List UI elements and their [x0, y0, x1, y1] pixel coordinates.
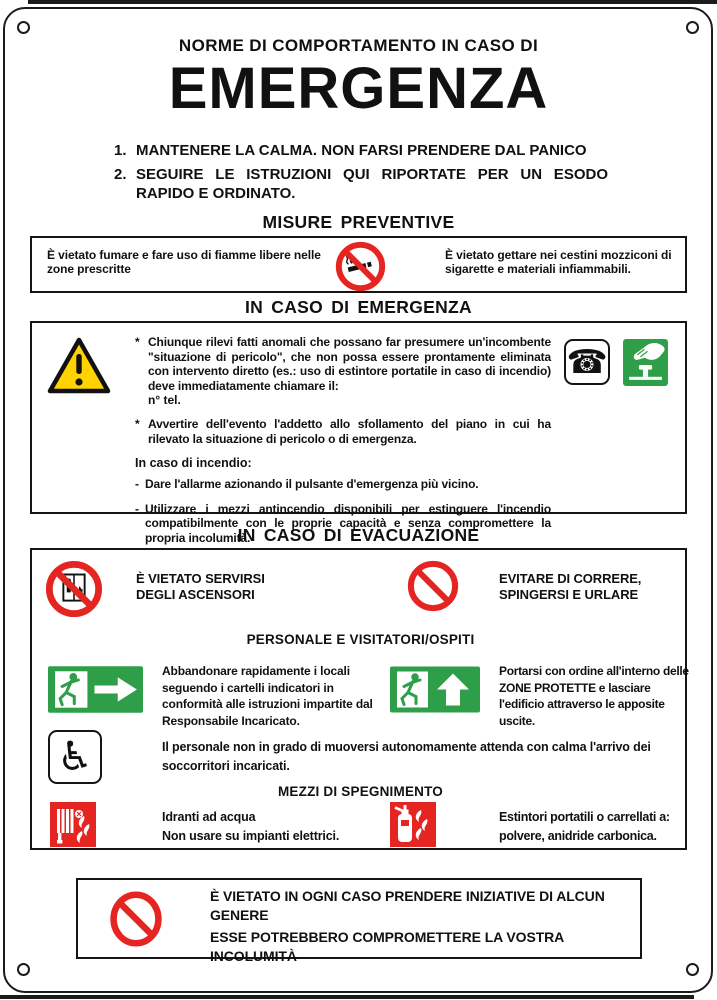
subheading-personale: PERSONALE E VISITATORI/OSPITI [246, 632, 475, 647]
misure-preventive-box [30, 236, 687, 293]
prohibition-icon [108, 891, 164, 947]
intro-item-1-number: 1. [114, 142, 127, 159]
intro-item-2-text: SEGUIRE LE ISTRUZIONI QUI RIPORTATE PER UN ESODO RAPIDO E ORDINATO. [136, 165, 608, 202]
exit-up-icon [390, 666, 480, 713]
no-running-text: EVITARE DI CORRERE, SPINGERSI E URLARE [499, 571, 642, 603]
intro-list [114, 142, 608, 208]
subheading-mezzi: MEZZI DI SPEGNIMENTO [277, 784, 443, 799]
footer-warning-line2: ESSE POTREBBERO COMPROMETTERE LA VOSTRA INCOLUMITÀ [210, 929, 564, 964]
no-smoking-icon [335, 241, 386, 292]
sign-title: EMERGENZA [168, 56, 549, 121]
telephone-icon: ☎ [564, 339, 610, 385]
extinguisher-text-line2: polvere, anidride carbonica. [499, 829, 657, 843]
intro-item-1-text: MANTENERE LA CALMA. NON FARSI PRENDERE DAL PANICO [136, 142, 587, 159]
exit-right-icon [48, 666, 143, 713]
section-heading-evacuazione: IN CASO DI EVACUAZIONE [237, 525, 480, 545]
no-elevator-text: È VIETATO SERVIRSI DEGLI ASCENSORI [136, 571, 265, 603]
no-elevator-icon [45, 560, 103, 618]
fire-item-1: - Dare l'allarme azionando il pulsante d'emergenza più vicino. [135, 477, 479, 491]
extinguisher-text-line1: Estintori portatili o carrellati a: [499, 810, 670, 824]
screw-hole-top-right [686, 21, 699, 34]
intro-item-2-number: 2. [114, 165, 127, 183]
screw-hole-bottom-right [686, 963, 699, 976]
intro-item-1 [114, 142, 608, 161]
emergenza-text-column [135, 335, 551, 545]
panel-top-edge [28, 0, 717, 4]
wheelchair-text: Il personale non in grado di muoversi autonomamente attenda con calma l'arrivo dei soccorritori incaricati. [162, 740, 651, 773]
hose-text-line1: Idranti ad acqua [162, 810, 256, 824]
warning-triangle-icon [47, 337, 111, 395]
emergenza-tel-line: n° tel. [148, 393, 181, 407]
screw-hole-top-left [17, 21, 30, 34]
emergenza-bullet-1: * Chiunque rilevi fatti anomali che possano far presumere un'incombente "situazione di pericolo", che non possa essere prontamente eliminata con intervento diretto (es.: uso di estintore portatile in caso di incendio) deve immediatamente chiamare il: [135, 335, 551, 393]
hose-text-line2: Non usare su impianti elettrici. [162, 829, 340, 843]
exit-up-text: Portarsi con ordine all'interno delle ZONE PROTETTE e lasciare l'edificio attraverso le apposite uscite. [499, 664, 689, 728]
no-running-icon [407, 560, 459, 612]
fire-item-2: - Utilizzare i mezzi antincendio disponibili per estinguere l'incendio compatibilmente con le proprie capacità e senza compromettere la propria incolumità. [135, 501, 551, 545]
wheelchair-icon: ♿ [48, 730, 102, 784]
fire-subheading: In caso di incendio: [135, 456, 252, 470]
footer-warning-text [210, 887, 625, 965]
screw-hole-bottom-left [17, 963, 30, 976]
footer-warning-box [76, 878, 642, 964]
section-heading-misure-preventive: MISURE PREVENTIVE [262, 212, 455, 232]
no-smoking-text: È vietato fumare e fare uso di fiamme libere nelle zone prescritte [47, 248, 321, 277]
intro-item-2 [114, 166, 608, 204]
extinguisher-text [499, 808, 699, 846]
emergenza-bullet-2: * Avvertire dell'evento l'addetto allo sfollamento del piano in cui ha rilevato la situazione di pericolo o di emergenza. [135, 417, 551, 446]
sign-kicker: NORME DI COMPORTAMENTO IN CASO DI [178, 36, 539, 55]
panel-bottom-edge [0, 995, 694, 999]
exit-right-text: Abbandonare rapidamente i locali seguendo i cartelli indicatori in conformità alle istruzioni impartite dal Responsabile Incaricato. [162, 664, 373, 728]
emergency-button-icon [623, 339, 668, 386]
fire-extinguisher-icon [390, 802, 436, 847]
section-heading-emergenza: IN CASO DI EMERGENZA [245, 297, 472, 317]
footer-warning-line1: È VIETATO IN OGNI CASO PRENDERE INIZIATIVE DI ALCUN GENERE [210, 888, 605, 923]
no-littering-text: È vietato gettare nei cestini mozziconi di sigarette e materiali infiammabili. [445, 248, 672, 277]
evacuazione-box [30, 548, 687, 850]
fire-hose-icon [50, 802, 96, 847]
